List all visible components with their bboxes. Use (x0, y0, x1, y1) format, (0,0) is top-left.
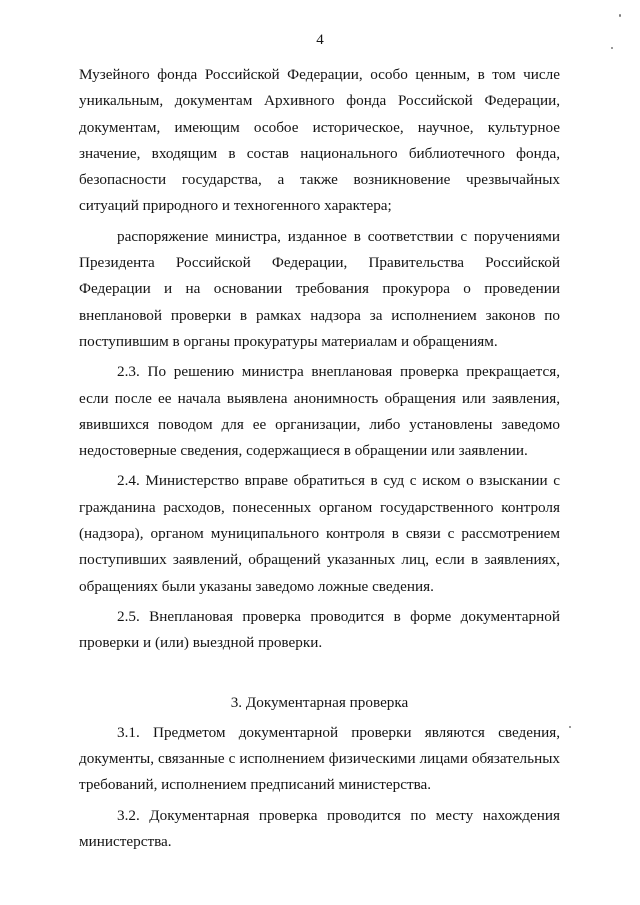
scan-speck (611, 47, 613, 49)
scan-speck (569, 726, 571, 728)
paragraph-2-5: 2.5. Внеплановая проверка проводится в форме документарной проверки и (или) выездной проверки. (79, 607, 560, 652)
section-heading: 3. Документарная проверка (230, 693, 409, 711)
page-number: 4 (316, 32, 324, 48)
paragraph-2-4: 2.4. Министерство вправе обратиться в суд с иском о взыскании с гражданина расходов, понесенных органом государственного контроля (надзора), органом муниципального контроля в связи с рассмотрением поступивших заявлений, обращений указанных лиц, если в заявлениях, обращениях были указаны заведомо ложные сведения. (79, 472, 560, 595)
paragraph-minister-order: распоряжение министра, изданное в соответствии с поручениями Президента Российской Федерации, Правительства Российской Федерации и на основании требования прокурора о проведении внеплановой проверки в рамках надзора за исполнением законов по поступившим в органы прокуратуры материалам и обращениям. (79, 227, 560, 350)
paragraph-continuation: Музейного фонда Российской Федерации, особо ценным, в том числе уникальным, документам Архивного фонда Российской Федерации, документам, имеющим особое историческое, научное, культурное значение, входящим в состав национального библиотечного фонда, безопасности государства, а также возникновение чрезвычайных ситуаций природного и техногенного характера; (79, 66, 560, 215)
paragraph-3-2: 3.2. Документарная проверка проводится по месту нахождения министерства. (79, 806, 560, 851)
scan-speck (619, 14, 621, 17)
paragraph-3-1: 3.1. Предметом документарной проверки являются сведения, документы, связанные с исполнением физическими лицами обязательных требований, исполнением предписаний министерства. (79, 723, 560, 794)
document-body (79, 62, 560, 855)
paragraph-2-3: 2.3. По решению министра внеплановая проверка прекращается, если после ее начала выявлена анонимность обращения или заявления, явившихся поводом для ее организации, либо установлены заведомо недостоверные сведения, содержащиеся в обращении или заявлении. (79, 363, 560, 460)
